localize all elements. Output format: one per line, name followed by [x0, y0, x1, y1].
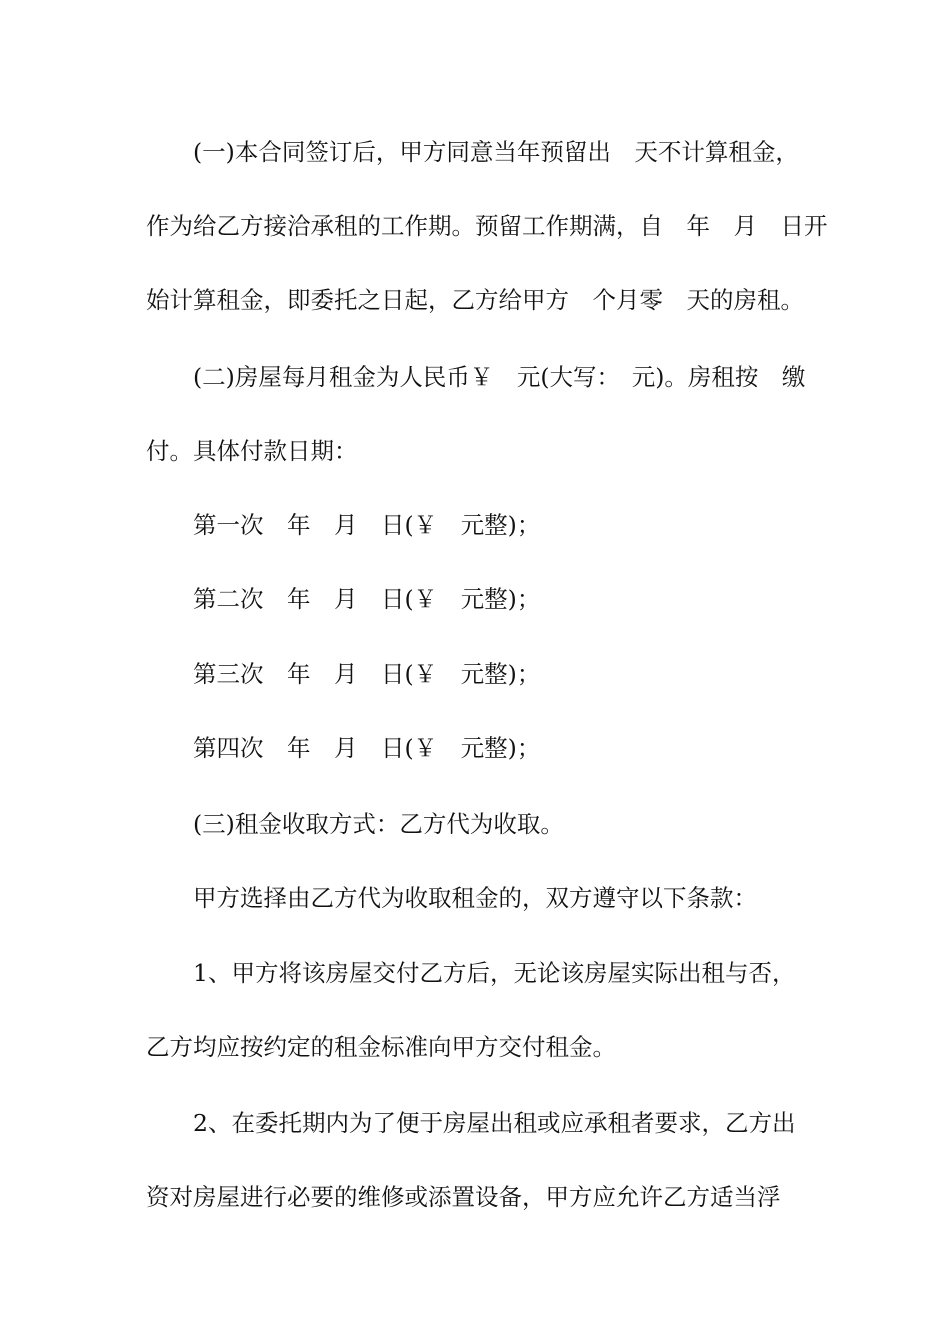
payment-date-4: 第四次 年 月 日(￥ 元整)； — [193, 734, 541, 762]
term-1-line-1: 1、甲方将该房屋交付乙方后，无论该房屋实际出租与否， — [193, 959, 796, 987]
clause-1-line-1: (一)本合同签订后，甲方同意当年预留出 天不计算租金， — [193, 138, 799, 166]
clause-3-heading: (三)租金收取方式：乙方代为收取。 — [193, 810, 564, 838]
clause-3-intro: 甲方选择由乙方代为收取租金的，双方遵守以下条款： — [193, 884, 757, 912]
clause-1-line-3: 始计算租金，即委托之日起，乙方给甲方 个月零 天的房租。 — [146, 286, 804, 314]
payment-date-3: 第三次 年 月 日(￥ 元整)； — [193, 660, 541, 688]
clause-1-line-2: 作为给乙方接洽承租的工作期。预留工作期满，自 年 月 日开 — [146, 212, 828, 240]
clause-2-line-1: (二)房屋每月租金为人民币￥ 元(大写： 元)。房租按 缴 — [193, 363, 806, 391]
payment-date-1: 第一次 年 月 日(￥ 元整)； — [193, 511, 541, 539]
term-2-line-1: 2、在委托期内为了便于房屋出租或应承租者要求，乙方出 — [193, 1109, 796, 1137]
term-2-line-2: 资对房屋进行必要的维修或添置设备，甲方应允许乙方适当浮 — [146, 1183, 781, 1211]
clause-2-line-2: 付。具体付款日期： — [146, 437, 358, 465]
payment-date-2: 第二次 年 月 日(￥ 元整)； — [193, 585, 541, 613]
term-1-line-2: 乙方均应按约定的租金标准向甲方交付租金。 — [146, 1033, 616, 1061]
